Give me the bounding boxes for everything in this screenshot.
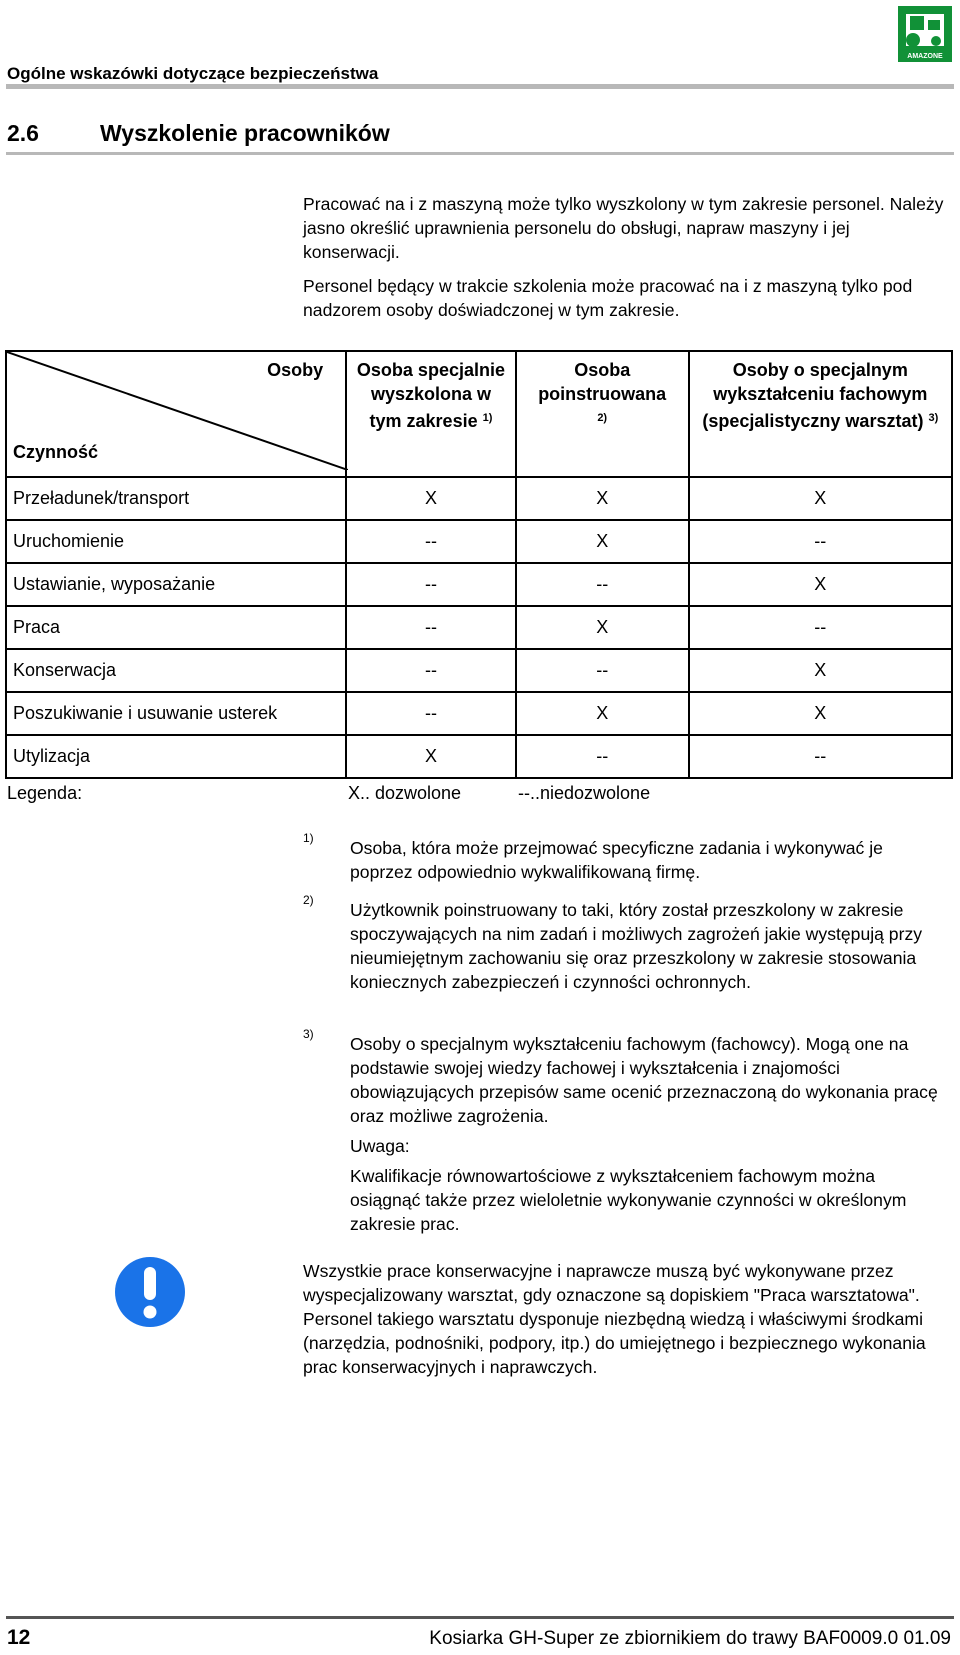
page-number: 12 xyxy=(7,1626,31,1649)
value-cell: X xyxy=(346,477,516,520)
value-cell: X xyxy=(689,692,952,735)
value-cell: -- xyxy=(516,563,689,606)
footnote-text: Osoba, która może przejmować specyficzne zadania i wykonywać je poprzez odpowiednio wykwalifikowaną firmę. xyxy=(350,838,883,882)
value-cell: X xyxy=(689,563,952,606)
value-cell: -- xyxy=(516,649,689,692)
value-cell: -- xyxy=(516,735,689,778)
header-rule xyxy=(6,84,954,89)
value-cell: X xyxy=(516,477,689,520)
value-cell: -- xyxy=(689,735,952,778)
corner-activity-label: Czynność xyxy=(13,442,99,462)
activity-cell: Przeładunek/transport xyxy=(6,477,346,520)
section-number: 2.6 xyxy=(7,120,39,146)
table-row xyxy=(6,520,952,563)
amazone-logo xyxy=(898,6,952,62)
value-cell: -- xyxy=(346,520,516,563)
footer-rule xyxy=(6,1616,954,1619)
legend-allowed: X.. dozwolone xyxy=(348,783,462,803)
section-rule xyxy=(6,152,954,155)
warning-text: Wszystkie prace konserwacyjne i naprawcze muszą być wykonywane przez wyspecjalizowany warsztat, gdy oznaczone są dopiskiem "Praca warsztatowa". Personel takiego warsztatu dysponuje niezbędną wiedzą i właściwymi środkami (narzędzia, podnośniki, podpory, itp.) do umiejętnego i bezpiecznego wykonania prac konserwacyjnych i naprawczych. xyxy=(303,1261,926,1377)
activity-cell: Uruchomienie xyxy=(6,520,346,563)
corner-persons-label: Osoby xyxy=(267,360,324,380)
activity-cell: Utylizacja xyxy=(6,735,346,778)
table-header-row xyxy=(6,351,952,477)
legend-label: Legenda: xyxy=(7,783,83,803)
table-row xyxy=(6,606,952,649)
tractor-logo-icon xyxy=(898,6,952,62)
table-row xyxy=(6,649,952,692)
footnote-text: Osoby o specjalnym wykształceniu fachowym (fachowcy). Mogą one na podstawie swojej wiedzy fachowej i wykształcenia i znajomości obowiązujących przepisów same ocenić przeznaczoną do wykonania pracę oraz możliwe zagrożenia. Uwaga: Kwalifikacje równowartościowe z wykształceniem fachowym można osiągnąć także przez wieloletnie wykonywanie czynności w określonym zakresie prac. xyxy=(350,1032,950,1236)
header-title: Ogólne wskazówki dotyczące bezpieczeństwa xyxy=(7,64,379,83)
value-cell: -- xyxy=(346,563,516,606)
note-text: Kwalifikacje równowartościowe z wykształceniem fachowym można osiągnąć także przez wieloletnie wykonywanie czynności w określonym zakresie prac. xyxy=(350,1166,907,1234)
value-cell: X xyxy=(689,649,952,692)
value-cell: X xyxy=(346,735,516,778)
value-cell: X xyxy=(516,520,689,563)
value-cell: -- xyxy=(346,606,516,649)
note-label: Uwaga: xyxy=(350,1136,410,1156)
activity-cell: Praca xyxy=(6,606,346,649)
value-cell: X xyxy=(516,692,689,735)
value-cell: -- xyxy=(346,692,516,735)
value-cell: -- xyxy=(689,606,952,649)
value-cell: X xyxy=(516,606,689,649)
value-cell: -- xyxy=(689,520,952,563)
activity-cell: Ustawianie, wyposażanie xyxy=(6,563,346,606)
exclamation-icon xyxy=(114,1256,186,1328)
table-row xyxy=(6,477,952,520)
table-row xyxy=(6,735,952,778)
footnote-mark: 1) xyxy=(303,831,314,845)
footnote-mark: 3) xyxy=(303,1027,314,1041)
value-cell: -- xyxy=(346,649,516,692)
column-header: Osoba poinstruowana $^{2)}$ xyxy=(516,351,689,477)
activity-cell: Poszukiwanie i usuwanie usterek xyxy=(6,692,346,735)
activity-cell: Konserwacja xyxy=(6,649,346,692)
column-header: Osoba specjalnie wyszkolona w tym zakresie $^{1)}$ xyxy=(346,351,516,477)
value-cell: X xyxy=(689,477,952,520)
intro-text xyxy=(303,192,951,322)
logo-text: AMAZONE xyxy=(907,53,943,60)
column-header: Osoby o specjalnym wykształceniu fachowym (specjalistyczny warsztat) $^{3)}$ xyxy=(689,351,952,477)
table-row xyxy=(6,563,952,606)
qualification-table xyxy=(5,350,953,779)
document-id: Kosiarka GH-Super ze zbiornikiem do trawy BAF0009.0 01.09 xyxy=(429,1628,951,1649)
table-corner-cell xyxy=(6,351,346,477)
intro-paragraph: Personel będący w trakcie szkolenia może pracować na i z maszyną tylko pod nadzorem osoby doświadczonej w tym zakresie. xyxy=(303,276,913,320)
footnote-mark: 2) xyxy=(303,893,314,907)
section-title: Wyszkolenie pracowników xyxy=(100,120,390,146)
intro-paragraph: Pracować na i z maszyną może tylko wyszkolony w tym zakresie personel. Należy jasno określić uprawnienia personelu do obsługi, napraw maszyny i jej konserwacji. xyxy=(303,194,944,262)
footnote-text: Użytkownik poinstruowany to taki, który został przeszkolony w zakresie spoczywających na nim zadań i możliwych zagrożeń jakie występują przy nieumiejętnym zachowaniu się oraz przeszkolony w zakresie stosowania koniecznych zabezpieczeń i czynności ochronnych. xyxy=(350,900,923,992)
legend-not-allowed: --..niedozwolone xyxy=(518,783,651,803)
table-row xyxy=(6,692,952,735)
